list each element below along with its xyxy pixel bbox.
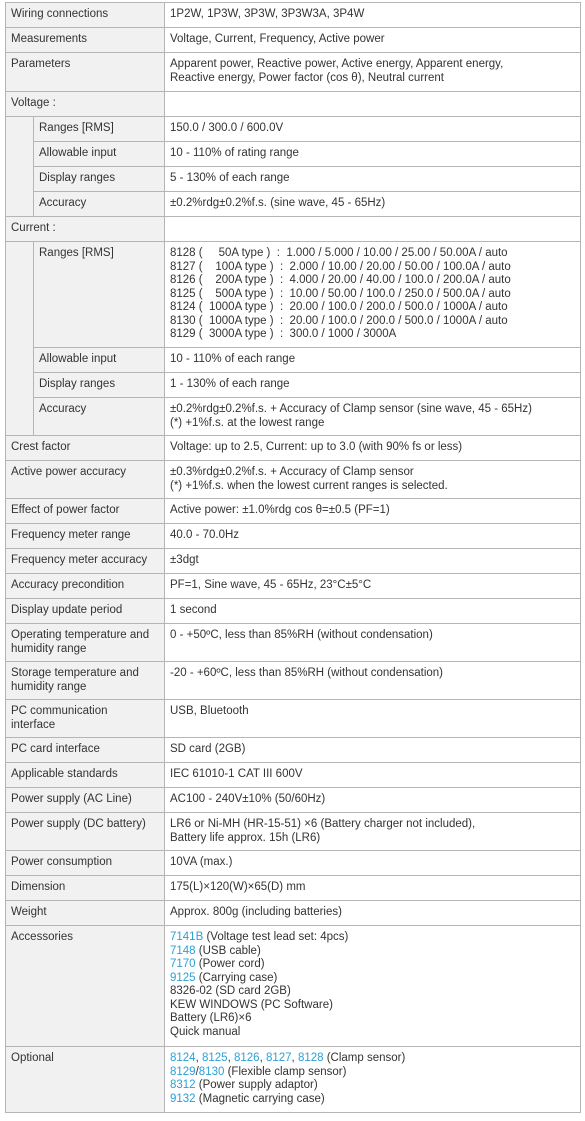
row-value: 10VA (max.) [165,851,581,876]
row-active-power-accuracy [6,461,581,499]
row-current-display [6,373,581,398]
row-voltage-allowable [6,142,581,167]
optional-desc: (Clamp sensor) [323,1052,406,1064]
product-link[interactable]: 8130 [198,1065,225,1078]
optional-desc: (Flexible clamp sensor) [224,1065,347,1078]
row-consumption [6,851,581,876]
accessory-desc: (Voltage test lead set: 4pcs) [203,931,349,943]
value-line: ±0.3%rdg±0.2%f.s. + Accuracy of Clamp sensor [170,466,414,478]
row-storage-temp [6,662,581,700]
optional-desc: (Magnetic carrying case) [195,1092,325,1105]
row-pc-card [6,738,581,763]
label-line: interface [11,718,56,731]
row-value: PF=1, Sine wave, 45 - 65Hz, 23°C±5°C [165,574,581,599]
row-value: AC100 - 240V±10% (50/60Hz) [165,788,581,813]
product-link[interactable]: 8129 [170,1065,196,1078]
value-line: Apparent power, Reactive power, Active energy, Apparent energy, [170,58,504,70]
row-current-accuracy [6,398,581,436]
row-label [6,662,165,700]
row-label: Allowable input [34,348,165,373]
value-line: ±0.2%rdg±0.2%f.s. + Accuracy of Clamp sensor (sine wave, 45 - 65Hz) [170,403,532,415]
row-value-empty [165,217,581,242]
value-line: (*) +1%f.s. at the lowest range [170,416,325,429]
row-label: Power consumption [6,851,165,876]
accessory-item [170,931,575,945]
row-voltage-accuracy [6,192,581,217]
accessory-item: KEW WINDOWS (PC Software) [170,998,333,1011]
accessory-item: 8326-02 (SD card 2GB) [170,985,291,997]
row-label: Parameters [6,53,165,92]
product-link[interactable]: 9132 [170,1092,196,1105]
section-label: Current : [6,217,165,242]
row-value: 1P2W, 1P3W, 3P3W, 3P3W3A, 3P4W [165,3,581,28]
row-value: 175(L)×120(W)×65(D) mm [165,876,581,901]
row-precondition [6,574,581,599]
accessory-item [170,945,575,959]
row-value [165,242,581,348]
row-value: Voltage: up to 2.5, Current: up to 3.0 (with 90% fs or less) [165,436,581,461]
product-link[interactable]: 7148 [170,944,196,957]
row-value: 1 second [165,599,581,624]
row-value: SD card (2GB) [165,738,581,763]
row-parameters [6,53,581,92]
value-line: Battery life approx. 15h (LR6) [170,831,321,844]
separator: / [195,1065,199,1078]
row-label: Measurements [6,28,165,53]
row-label: Accuracy [34,192,165,217]
row-label [6,624,165,662]
row-optional [6,1047,581,1113]
range-line: 8126 ( 200A type ) : 4.000 / 20.00 / 40.00 / 100.0 / 200.0A / auto [170,274,511,286]
row-label: Applicable standards [6,763,165,788]
product-link[interactable]: 8124 [170,1052,196,1064]
range-line: 8124 ( 1000A type ) : 20.00 / 100.0 / 200.0 / 500.0 / 1000A / auto [170,301,508,313]
row-label: Weight [6,901,165,926]
accessory-item [170,972,575,986]
row-value: ±3dgt [165,549,581,574]
row-label: Display update period [6,599,165,624]
row-power-factor [6,499,581,524]
product-link[interactable]: 8127 [265,1052,292,1064]
row-current-header [6,217,581,242]
accessory-desc: (Power cord) [195,958,265,970]
spec-table [5,2,581,1113]
row-current-allowable [6,348,581,373]
section-label: Voltage : [6,92,165,117]
row-label: Wiring connections [6,3,165,28]
row-label: Ranges [RMS] [34,117,165,142]
row-standards [6,763,581,788]
optional-item [170,1066,575,1080]
row-value: ±0.2%rdg±0.2%f.s. (sine wave, 45 - 65Hz) [165,192,581,217]
row-label: Effect of power factor [6,499,165,524]
row-value [165,53,581,92]
row-label: Display ranges [34,167,165,192]
row-label: Display ranges [34,373,165,398]
value-line: LR6 or Ni-MH (HR-15-51) ×6 (Battery charger not included), [170,818,476,830]
row-value: -20 - +60ºC, less than 85%RH (without condensation) [165,662,581,700]
optional-desc: (Power supply adaptor) [195,1079,318,1091]
accessory-item: Quick manual [170,1025,241,1038]
row-current-ranges [6,242,581,348]
row-weight [6,901,581,926]
product-link[interactable]: 9125 [170,971,196,984]
row-label: PC card interface [6,738,165,763]
product-link[interactable]: 8128 [297,1052,324,1064]
label-line: humidity range [11,680,87,693]
row-label: Frequency meter accuracy [6,549,165,574]
row-value: Approx. 800g (including batteries) [165,901,581,926]
product-link[interactable]: 8312 [170,1079,196,1091]
value-line: Reactive energy, Power factor (cos θ), Neutral current [170,71,444,84]
row-dimension [6,876,581,901]
row-value: 40.0 - 70.0Hz [165,524,581,549]
row-value: USB, Bluetooth [165,700,581,738]
row-value [165,926,581,1047]
separator: , [227,1052,234,1064]
row-freq-accuracy [6,549,581,574]
row-label: Frequency meter range [6,524,165,549]
row-label [6,700,165,738]
row-label: Active power accuracy [6,461,165,499]
row-value [165,1047,581,1113]
row-label: Crest factor [6,436,165,461]
row-value: 150.0 / 300.0 / 600.0V [165,117,581,142]
row-wiring [6,3,581,28]
product-link[interactable]: 8126 [233,1052,260,1064]
range-line: 8125 ( 500A type ) : 10.00 / 50.00 / 100.0 / 250.0 / 500.0A / auto [170,287,511,300]
section-indent [6,242,34,436]
separator: , [291,1052,298,1064]
product-link[interactable]: 7141B [170,931,204,943]
row-value: Voltage, Current, Frequency, Active power [165,28,581,53]
optional-item [170,1093,575,1107]
row-value: 5 - 130% of each range [165,167,581,192]
row-value [165,398,581,436]
row-voltage-display [6,167,581,192]
row-label: Dimension [6,876,165,901]
row-dc-battery [6,813,581,851]
value-line: (*) +1%f.s. when the lowest current ranges is selected. [170,479,448,492]
row-label: Optional [6,1047,165,1113]
row-value: 10 - 110% of rating range [165,142,581,167]
label-line: Storage temperature and [11,667,139,679]
row-measurements [6,28,581,53]
optional-item [170,1079,575,1093]
row-value: IEC 61010-1 CAT III 600V [165,763,581,788]
row-value-empty [165,92,581,117]
row-voltage-header [6,92,581,117]
row-label: Accuracy [34,398,165,436]
row-value: 0 - +50ºC, less than 85%RH (without condensation) [165,624,581,662]
row-operating-temp [6,624,581,662]
label-line: PC communication [11,705,108,717]
row-accessories [6,926,581,1047]
row-voltage-ranges [6,117,581,142]
row-value [165,461,581,499]
accessory-desc: (USB cable) [195,944,261,957]
row-pc-comm [6,700,581,738]
row-label: Accessories [6,926,165,1047]
product-link[interactable]: 7170 [170,958,196,970]
row-freq-range [6,524,581,549]
separator: , [195,1052,202,1064]
range-line: 8130 ( 1000A type ) : 20.00 / 100.0 / 200.0 / 500.0 / 1000A / auto [170,314,508,327]
accessory-item: Battery (LR6)×6 [170,1012,252,1024]
row-value: 10 - 110% of each range [165,348,581,373]
row-label: Allowable input [34,142,165,167]
label-line: Operating temperature and [11,629,150,641]
accessory-item [170,958,575,972]
range-line: 8129 ( 3000A type ) : 300.0 / 1000 / 3000A [170,328,397,340]
row-value [165,813,581,851]
separator: , [259,1052,266,1064]
row-label: Power supply (AC Line) [6,788,165,813]
optional-item [170,1052,575,1066]
row-label: Ranges [RMS] [34,242,165,348]
row-label: Accuracy precondition [6,574,165,599]
label-line: humidity range [11,642,87,655]
accessory-desc: (Carrying case) [195,971,278,984]
section-indent [6,117,34,217]
row-label: Power supply (DC battery) [6,813,165,851]
row-ac-line [6,788,581,813]
row-update-period [6,599,581,624]
row-value: Active power: ±1.0%rdg cos θ=±0.5 (PF=1) [165,499,581,524]
product-link[interactable]: 8125 [201,1052,228,1064]
range-line: 8128 ( 50A type ) : 1.000 / 5.000 / 10.00 / 25.00 / 50.00A / auto [170,247,508,259]
range-line: 8127 ( 100A type ) : 2.000 / 10.00 / 20.00 / 50.00 / 100.0A / auto [170,260,511,273]
row-value: 1 - 130% of each range [165,373,581,398]
row-crest [6,436,581,461]
